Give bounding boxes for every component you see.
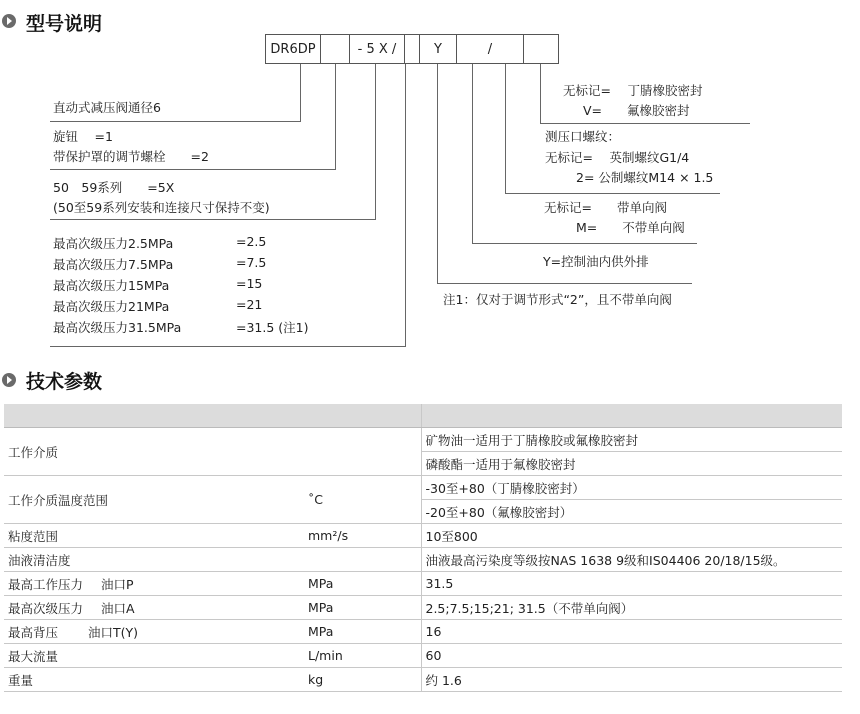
param-value: 10至800 — [421, 524, 842, 548]
param-unit — [304, 428, 421, 476]
check-line: 无标记= 带单向阀 — [544, 200, 667, 215]
param-name: 粘度范围 — [4, 524, 304, 548]
code-box: / — [456, 34, 524, 64]
section-title-model: 型号说明 — [26, 13, 103, 35]
param-unit: L/min — [304, 644, 421, 668]
param-value: 约 1.6 — [421, 668, 842, 692]
param-name: 最高背压 油口T(Y) — [4, 620, 304, 644]
table-row — [4, 548, 842, 572]
thread-line: 2= 公制螺纹M14 × 1.5 — [576, 170, 714, 185]
pressure-value: =21 — [236, 297, 263, 312]
desc-line: 带保护罩的调节螺栓 =2 — [53, 149, 209, 164]
check-line: M= 不带单向阀 — [576, 220, 685, 235]
desc-line: (50至59系列安装和连接尺寸保持不变) — [53, 200, 270, 215]
code-box: - 5 X / — [349, 34, 405, 64]
section-title-tech: 技术参数 — [26, 371, 103, 393]
param-unit: MPa — [304, 620, 421, 644]
pressure-value: =15 — [236, 276, 263, 291]
param-unit: kg — [304, 668, 421, 692]
y-line: Y=控制油内供外排 — [543, 254, 649, 269]
param-value: 31.5 — [421, 572, 842, 596]
thread-title: 测压口螺纹： — [545, 129, 621, 144]
desc-line: 50 59系列 =5X — [53, 180, 175, 195]
param-unit — [304, 548, 421, 572]
pressure-value: =2.5 — [236, 234, 267, 249]
pressure-value: =31.5 (注1) — [236, 320, 309, 335]
table-row — [4, 428, 842, 452]
seal-line: 无标记= 丁腈橡胶密封 — [563, 83, 703, 98]
param-name: 重量 — [4, 668, 304, 692]
table-header-row — [4, 404, 842, 428]
table-row — [4, 524, 842, 548]
pressure-label: 最高次级压力7.5MPa — [53, 257, 174, 272]
pressure-label: 最高次级压力21MPa — [53, 299, 170, 314]
table-row — [4, 644, 842, 668]
thread-line: 无标记= 英制螺纹G1/4 — [545, 150, 690, 165]
param-name: 工作介质 — [4, 428, 304, 476]
param-value: 磷酸酯一适用于氟橡胶密封 — [421, 452, 842, 476]
param-unit: mm²/s — [304, 524, 421, 548]
param-value: 矿物油一适用于丁腈橡胶或氟橡胶密封 — [421, 428, 842, 452]
param-value: -20至+80（氟橡胶密封） — [421, 500, 842, 524]
param-sub: 油口A — [101, 600, 135, 616]
param-value: -30至+80（丁腈橡胶密封） — [421, 476, 842, 500]
code-box: Y — [419, 34, 457, 64]
seal-line: V= 氟橡胶密封 — [583, 103, 690, 118]
pressure-label: 最高次级压力2.5MPa — [53, 236, 174, 251]
code-box — [320, 34, 350, 64]
param-name: 油液清洁度 — [4, 548, 304, 572]
tech-spec-table — [4, 404, 842, 692]
param-name: 工作介质温度范围 — [4, 476, 304, 524]
table-row — [4, 476, 842, 500]
param-name: 最大流量 — [4, 644, 304, 668]
code-box — [523, 34, 559, 64]
param-unit: ˚C — [304, 476, 421, 524]
table-row — [4, 596, 842, 620]
table-row — [4, 668, 842, 692]
table-row — [4, 572, 842, 596]
desc-line: 直动式减压阀通径6 — [53, 100, 161, 115]
param-value: 油液最高污染度等级按NAS 1638 9级和IS04406 20/18/15级。 — [421, 548, 842, 572]
param-value: 16 — [421, 620, 842, 644]
pressure-label: 最高次级压力15MPa — [53, 278, 170, 293]
param-value: 2.5;7.5;15;21; 31.5（不带单向阀） — [421, 596, 842, 620]
param-sub: 油口P — [101, 576, 134, 592]
desc-line: 旋钮 =1 — [53, 129, 113, 144]
param-unit: MPa — [304, 596, 421, 620]
pressure-value: =7.5 — [236, 255, 267, 270]
section-bullet-icon — [2, 373, 16, 387]
section-bullet-icon — [2, 14, 16, 28]
param-sub: 油口T(Y) — [88, 624, 139, 640]
code-box — [404, 34, 420, 64]
note-line: 注1：仅对于调节形式“2”，且不带单向阀 — [443, 292, 672, 307]
table-row — [4, 620, 842, 644]
code-box: DR6DP — [265, 34, 321, 64]
pressure-label: 最高次级压力31.5MPa — [53, 320, 182, 335]
param-name: 最高次级压力 油口A — [4, 596, 304, 620]
param-unit: MPa — [304, 572, 421, 596]
param-value: 60 — [421, 644, 842, 668]
param-name: 最高工作压力 油口P — [4, 572, 304, 596]
